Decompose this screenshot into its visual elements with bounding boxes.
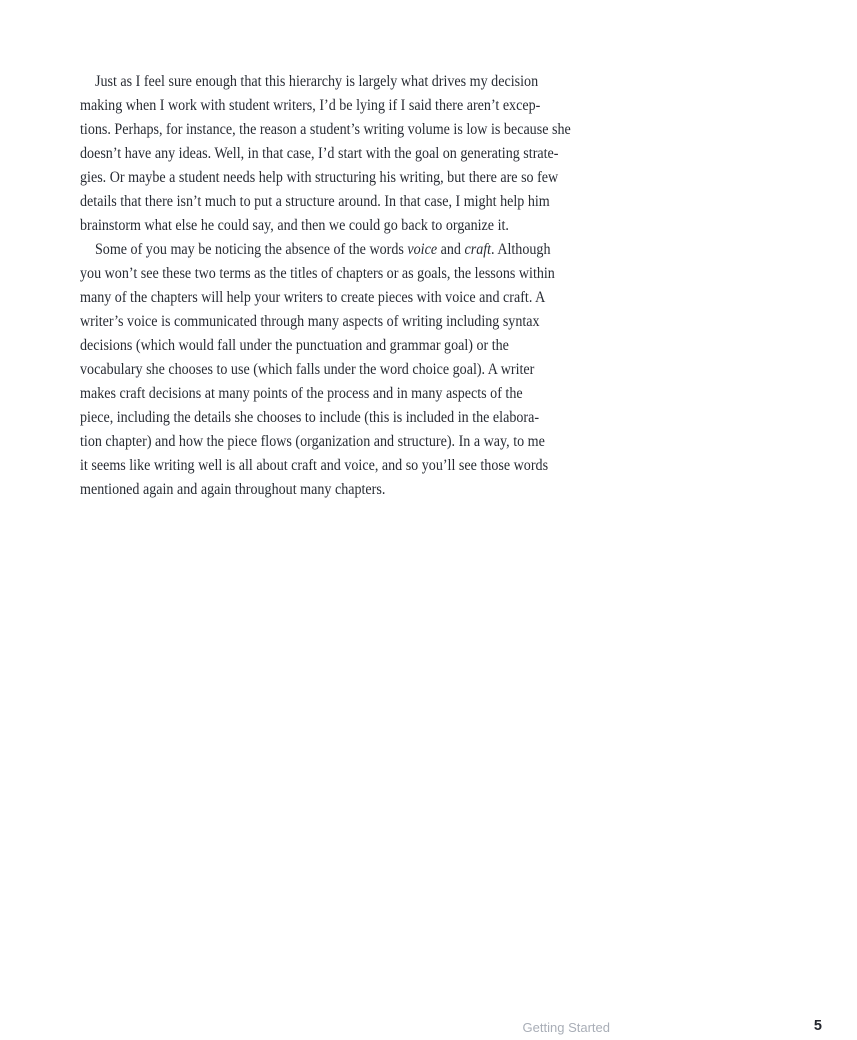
text-segment: making when I work with student writers, I’d be lying if I said there aren’t excep-	[80, 97, 541, 114]
paragraph	[80, 70, 643, 238]
text-line	[80, 358, 643, 382]
text-segment: many of the chapters will help your writers to create pieces with voice and craft. A	[80, 289, 546, 306]
text-segment: decisions (which would fall under the punctuation and grammar goal) or the	[80, 337, 509, 354]
text-segment: vocabulary she chooses to use (which falls under the word choice goal). A writer	[80, 361, 535, 378]
text-segment: piece, including the details she chooses to include (this is included in the elabora-	[80, 409, 540, 426]
text-line	[80, 142, 643, 166]
text-segment: gies. Or maybe a student needs help with structuring his writing, but there are so few	[80, 169, 559, 186]
paragraph	[80, 238, 643, 502]
text-line	[80, 166, 643, 190]
text-segment: tions. Perhaps, for instance, the reason a student’s writing volume is low is because she	[80, 121, 571, 138]
text-line	[80, 94, 643, 118]
text-segment: mentioned again and again throughout many chapters.	[80, 481, 386, 498]
italic-term: craft	[464, 241, 492, 258]
text-segment: makes craft decisions at many points of the process and in many aspects of the	[80, 385, 523, 402]
text-line	[80, 406, 643, 430]
text-segment: you won’t see these two terms as the titles of chapters or as goals, the lessons within	[80, 265, 555, 282]
text-segment: . Although	[491, 241, 551, 258]
text-line	[80, 214, 643, 238]
text-line	[80, 334, 643, 358]
text-segment: and	[437, 241, 465, 258]
body-text	[80, 70, 643, 502]
text-line	[80, 454, 643, 478]
text-line	[80, 430, 643, 454]
text-line	[80, 262, 643, 286]
text-line	[80, 382, 643, 406]
page-number: 5	[813, 1018, 822, 1034]
running-footer	[80, 1020, 610, 1035]
text-line	[80, 70, 643, 94]
text-line	[80, 238, 643, 262]
text-segment: Just as I feel sure enough that this hierarchy is largely what drives my decision	[94, 73, 539, 90]
italic-term: voice	[407, 241, 438, 258]
text-line	[80, 286, 643, 310]
footer-section-label: Getting Started	[522, 1020, 610, 1035]
text-segment: details that there isn’t much to put a structure around. In that case, I might help him	[80, 193, 550, 210]
text-segment: doesn’t have any ideas. Well, in that case, I’d start with the goal on generating strate-	[80, 145, 559, 162]
text-line	[80, 190, 643, 214]
text-segment: tion chapter) and how the piece flows (organization and structure). In a way, to me	[80, 433, 545, 450]
text-line	[80, 118, 643, 142]
text-segment: writer’s voice is communicated through many aspects of writing including syntax	[80, 313, 540, 330]
text-segment: Some of you may be noticing the absence of the words	[94, 241, 408, 258]
text-segment: it seems like writing well is all about craft and voice, and so you’ll see those words	[80, 457, 549, 474]
text-line	[80, 478, 643, 502]
text-line	[80, 310, 643, 334]
text-segment: brainstorm what else he could say, and then we could go back to organize it.	[80, 217, 509, 234]
